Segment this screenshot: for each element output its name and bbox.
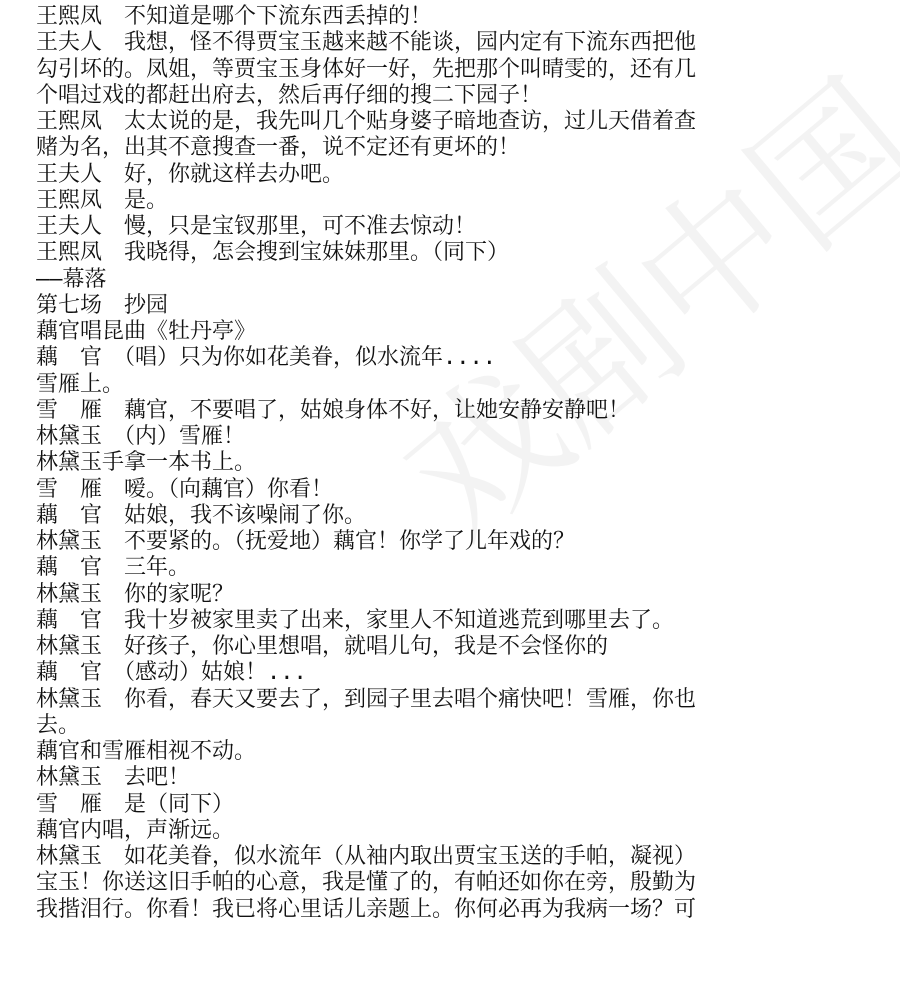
text-line: 藕官和雪雁相视不动。: [36, 739, 257, 764]
text-line: 林黛玉 如花美眷，似水流年（从袖内取出贾宝玉送的手帕，凝视）: [36, 844, 697, 869]
text-line: 林黛玉 去吧！: [36, 765, 191, 791]
text-line: 雪 雁 嗳。（向藕官）你看！: [36, 476, 334, 502]
text-line: 王熙凤 我晓得，怎会搜到宝妹妹那里。（同下）: [36, 240, 510, 266]
text-line: 藕官内唱，声渐远。: [36, 817, 235, 843]
scene-heading: 第七场 抄园: [36, 292, 169, 318]
text-line: 王熙凤 是。: [36, 187, 169, 213]
text-line: 林黛玉 好孩子，你心里想唱，就唱儿句，我是不会怪你的: [36, 634, 609, 659]
text-line: 王熙凤 不知道是哪个下流东西丢掉的！: [36, 4, 433, 29]
text-line: 林黛玉手拿一本书上。: [36, 450, 257, 476]
text-line: 藕 官 姑娘，我不该噪闹了你。: [36, 502, 367, 528]
text-line: 雪 雁 藕官，不要唱了，姑娘身体不好，让她安静安静吧！: [36, 397, 631, 423]
text-line: 我揩泪行。你看！我已将心里话儿亲题上。你何必再为我病一场？可: [36, 896, 697, 922]
text-line: 雪雁上。: [36, 371, 125, 397]
text-line: 藕 官 三年。: [36, 555, 191, 581]
text-line: 王夫人 我想，怪不得贾宝玉越来越不能谈，园内定有下流东西把他: [36, 30, 697, 56]
text-line: 林黛玉 不要紧的。（抚爱地）藕官！你学了儿年戏的？: [36, 529, 576, 554]
text-line: 个唱过戏的都赶出府去，然后再仔细的搜二下园子！: [36, 82, 543, 108]
text-line: 王夫人 慢，只是宝钗那里，可不准去惊动！: [36, 214, 477, 239]
text-line: 藕 官 我十岁被家里卖了出来，家里人不知道逃荒到哪里去了。: [36, 607, 675, 633]
text-line: 去。: [36, 712, 81, 738]
text-line: 宝玉！你送这旧手帕的心意，我是懂了的，有帕还如你在旁，殷勤为: [36, 870, 697, 896]
script-text: [36, 4, 886, 923]
text-line: 雪 雁 是（同下）: [36, 791, 235, 817]
text-line: 王熙凤 太太说的是，我先叫几个贴身婆子暗地查访，过儿天借着查: [36, 109, 697, 134]
text-line: ——幕落: [36, 266, 107, 292]
text-line: 藕官唱昆曲《牡丹亭》: [36, 319, 257, 344]
text-line: 勾引坏的。凤姐，等贾宝玉身体好一好，先把那个叫晴雯的，还有几: [36, 56, 697, 82]
text-line: 藕 官 （唱）只为你如花美眷，似水流年....: [36, 345, 496, 371]
text-line: 林黛玉 （内）雪雁！: [36, 424, 246, 449]
text-line: 王夫人 好，你就这样去办吧。: [36, 161, 345, 187]
text-line: 林黛玉 你看，春天又要去了，到园子里去唱个痛快吧！雪雁，你也: [36, 686, 697, 712]
text-line: 赌为名，出其不意搜查一番，说不定还有更坏的！: [36, 135, 521, 161]
text-line: 林黛玉 你的家呢？: [36, 581, 235, 607]
text-line: 藕 官 （感动）姑娘！...: [36, 660, 307, 686]
